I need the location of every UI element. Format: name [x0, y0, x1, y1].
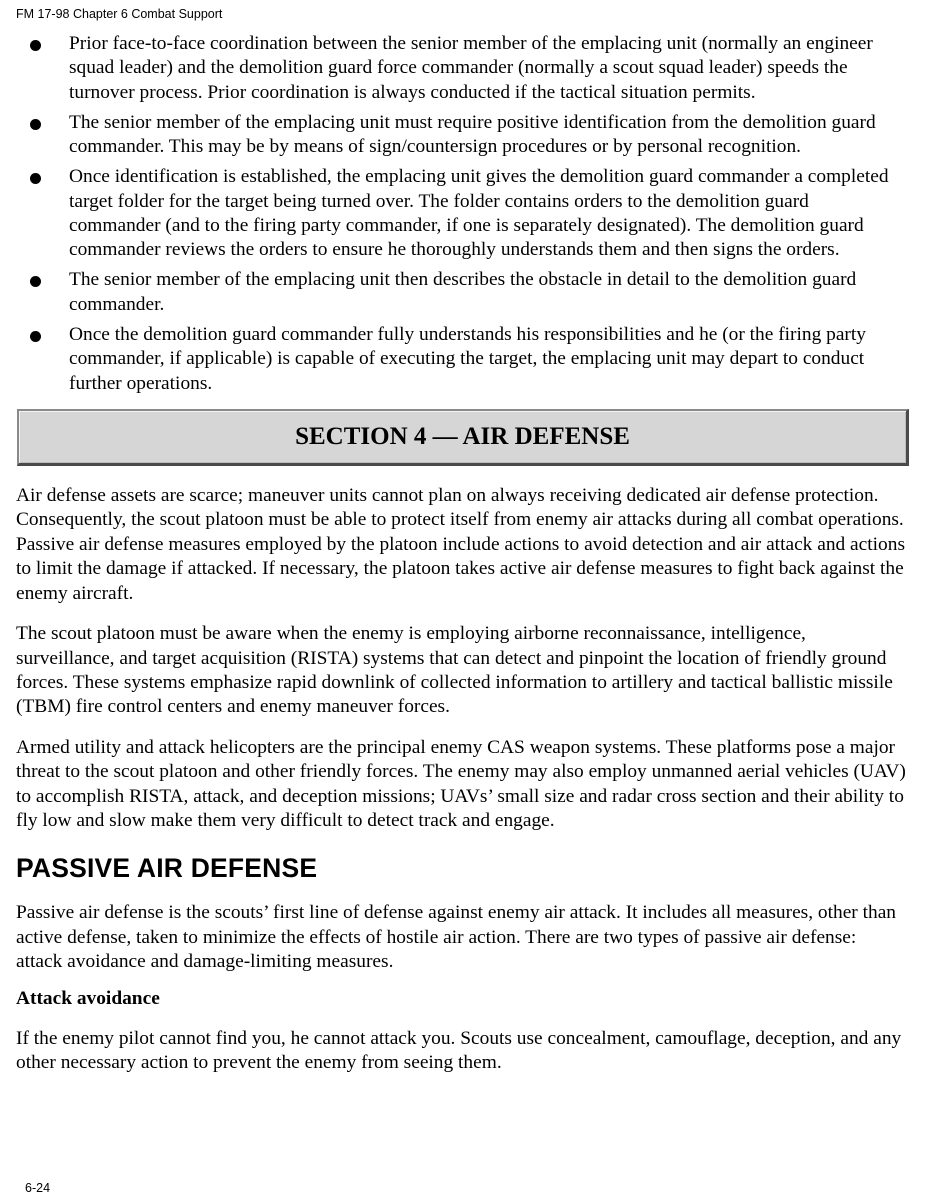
body-paragraph: If the enemy pilot cannot find you, he cannot attack you. Scouts use concealment, camouflage, deception, and any other necessary action to prevent the enemy from seeing them. — [16, 1027, 902, 1073]
bullet-text: Prior face-to-face coordination between the senior member of the emplacing unit (normally an engineer squad leader) and the demolition guard force commander (normally a scout squad leader) speeds the turnover process. Prior coordination is always conducted if the tactical situation permits. — [69, 33, 873, 103]
bullet-dot-icon — [30, 173, 41, 184]
passive-air-defense-heading: PASSIVE AIR DEFENSE — [16, 853, 318, 884]
body-paragraph: Air defense assets are scarce; maneuver units cannot plan on always receiving dedicated air defense protection. Consequently, the scout platoon must be able to protect itself from enemy air attacks during all combat operations. Passive air defense measures employed by the platoon include actions to avoid detection and air attack and actions to limit the damage if attacked. If necessary, the platoon takes active air defense measures to fight back against the enemy aircraft. — [16, 485, 905, 604]
page-content — [16, 32, 912, 1075]
body-paragraph: Passive air defense is the scouts’ first line of defense against enemy air attack. It includes all measures, other than active defense, taken to minimize the effects of hostile air action. There are two types of passive air defense: attack avoidance and damage-limiting measures. — [16, 902, 897, 973]
bullet-item — [16, 32, 912, 105]
bullet-list — [16, 32, 912, 396]
running-head: FM 17-98 Chapter 6 Combat Support — [16, 7, 223, 21]
body-paragraph: Armed utility and attack helicopters are the principal enemy CAS weapon systems. These platforms pose a major threat to the scout platoon and other friendly forces. The enemy may also employ unmanned aerial vehicles (UAV) to accomplish RISTA, attack, and deception missions; UAVs’ small size and radar cross section and their ability to fly low and slow make them very difficult to detect track and engage. — [16, 736, 906, 831]
bullet-dot-icon — [30, 331, 41, 342]
section-title: SECTION 4 — AIR DEFENSE — [295, 423, 630, 451]
bullet-text: The senior member of the emplacing unit must require positive identification from the demolition guard commander. This may be by means of sign/countersign procedures or by personal recognition. — [69, 111, 876, 158]
body-paragraph: The scout platoon must be aware when the enemy is employing airborne reconnaissance, intelligence, surveillance, and target acquisition (RISTA) systems that can detect and pinpoint the location of friendly ground forces. These systems emphasize rapid downlink of collected information to artillery and tactical ballistic missile (TBM) fire control centers and enemy maneuver forces. — [16, 623, 893, 718]
bullet-text: Once the demolition guard commander fully understands his responsibilities and he (or the firing party commander, if applicable) is capable of executing the target, the emplacing unit may depart to conduct further operations. — [69, 323, 866, 394]
section-banner — [17, 409, 909, 466]
bullet-item — [16, 323, 912, 396]
bullet-dot-icon — [30, 276, 41, 287]
bullet-dot-icon — [30, 40, 41, 51]
page-number: 6-24 — [25, 1181, 51, 1195]
bullet-item — [16, 165, 912, 263]
bullet-text: The senior member of the emplacing unit then describes the obstacle in detail to the demolition guard commander. — [69, 269, 857, 315]
attack-avoidance-heading: Attack avoidance — [16, 987, 160, 1009]
bullet-dot-icon — [30, 119, 41, 130]
bullet-item — [16, 111, 912, 160]
bullet-item — [16, 268, 912, 317]
bullet-text: Once identification is established, the emplacing unit gives the demolition guard commander a completed target folder for the target being turned over. The folder contains orders to the demolition guard commander (and to the firing party commander, if one is separately designated). The demolition guard commander reviews the orders to ensure he thoroughly understands them and then signs the orders. — [69, 166, 889, 261]
